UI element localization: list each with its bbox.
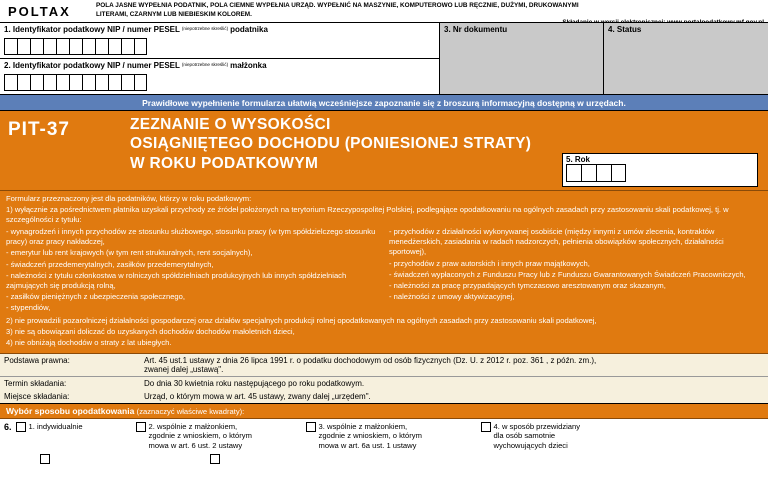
document-number-label: 3. Nr dokumentu: [444, 25, 508, 34]
spouse-id-row: [0, 59, 439, 95]
scope-right-item: - przychodów z praw autorskich i innych praw majątkowych,: [389, 258, 590, 268]
taxation-method-options: [0, 419, 768, 449]
brochure-notice-strip: Prawidłowe wypełnienie formularza ułatwią wcześniejsze zapoznanie się z broszurą informacyjną dostępną w urzędach.: [0, 95, 768, 111]
spouse-id-suffix: małżonka: [230, 61, 267, 70]
id-cell[interactable]: [30, 38, 43, 55]
id-cell[interactable]: [82, 38, 95, 55]
option-label-line2: zgodnie z wnioskiem, o którym: [318, 431, 422, 441]
taxpayer-id-suffix: podatnika: [230, 25, 268, 34]
option-label-line2: zgodnie z wnioskiem, o którym: [148, 431, 252, 441]
option-label-line3: wychowujących dzieci: [493, 440, 568, 450]
taxpayer-id-note: (niepotrzebne skreślić): [181, 26, 229, 32]
option-label-line1: 4. w sposób przewidziany: [493, 422, 581, 432]
checkbox-joint-spouse-art6a-1[interactable]: [306, 422, 316, 432]
id-cell[interactable]: [121, 74, 134, 91]
section-heading-text: Wybór sposobu opodatkowania: [6, 406, 135, 417]
id-cell[interactable]: [134, 38, 147, 55]
status-field: [604, 23, 768, 94]
id-cell[interactable]: [95, 38, 108, 55]
id-cell[interactable]: [69, 74, 82, 91]
deadline-label: Termin składania:: [4, 379, 67, 389]
year-cell[interactable]: [596, 164, 611, 182]
id-cell[interactable]: [17, 38, 30, 55]
scope-intro: Formularz przeznaczony jest dla podatników, którzy w roku podatkowym:: [6, 194, 252, 203]
form-title-line3: W ROKU PODATKOWYM: [130, 154, 319, 172]
spouse-id-input[interactable]: [4, 74, 147, 91]
taxpayer-id-label: 1. Identyfikator podatkowy NIP / numer PESEL: [4, 25, 180, 34]
tax-year-field: [562, 153, 758, 187]
option-individual-label: [29, 422, 83, 431]
id-cell[interactable]: [43, 74, 56, 91]
scope-right-item: - świadczeń wypłaconych z Funduszu Pracy lub z Funduszu Gwarantowanych Świadczeń Pracowniczych,: [389, 269, 746, 279]
section-number: 6.: [4, 422, 12, 433]
form-code: PIT-37: [8, 119, 70, 140]
id-cell[interactable]: [121, 38, 134, 55]
form-title-line2: OSIĄGNIĘTEGO DOCHODU (PONIESIONEJ STRATY): [130, 135, 532, 153]
poltax-logo: POLTAX: [8, 4, 71, 19]
id-cell[interactable]: [82, 74, 95, 91]
tax-year-label: 5. Rok: [566, 155, 591, 164]
place-value: Urząd, o którym mowa w art. 45 ustawy, zwany dalej „urzędem".: [144, 392, 371, 402]
id-cell[interactable]: [30, 74, 43, 91]
tax-year-input[interactable]: [563, 164, 757, 182]
legal-basis-value-line2: zwanej dalej „ustawą".: [144, 365, 224, 375]
scope-point-3: 3) nie są obowiązani doliczać do uzyskanych dochodów dochodów małoletnich dzieci,: [6, 327, 295, 337]
option-label-line2: dla osób samotnie: [493, 431, 556, 441]
scope-point-4: 4) nie obniżają dochodów o straty z lat ubiegłych.: [6, 338, 172, 348]
id-cell[interactable]: [134, 74, 147, 91]
checkbox-individual[interactable]: [16, 422, 26, 432]
fill-instructions-line1: POLA JASNE WYPEŁNIA PODATNIK, POLA CIEMNE WYPEŁNIA URZĄD. WYPEŁNIĆ NA MASZYNIE, KOMPUTEROWO LUB RĘCZNIE, DUŻYMI, DRUKOWANYMI: [96, 2, 579, 9]
option-joint-spouse-art6-2[interactable]: [136, 422, 306, 449]
scope-point-2: 2) nie prowadzili pozarolniczej działalności gospodarczej oraz działów specjalnych produkcji rolnej opodatkowanych na ogólnych zasadach przy zastosowaniu skali podatkowej,: [6, 316, 597, 326]
scope-left-item: - stypendiów,: [6, 302, 51, 312]
scope-income-left: [6, 227, 379, 314]
scope-right-item: - należności za pracę przypadających tymczasowo aresztowanym oraz skazanym,: [389, 280, 666, 290]
option-single-parent-label: [494, 422, 581, 449]
scope-income-right: [389, 227, 762, 314]
section-heading-note: (zaznaczyć właściwe kwadraty):: [136, 407, 245, 417]
form-scope-description: [0, 191, 768, 354]
place-row: [0, 390, 768, 403]
option-joint-spouse-art6a-1-label: [319, 422, 422, 449]
checkbox-joint-spouse-art6-2[interactable]: [136, 422, 146, 432]
option-label-line3: mowa w art. 6a ust. 1 ustawy: [318, 440, 417, 450]
top-header-band: [0, 0, 768, 22]
id-cell[interactable]: [95, 74, 108, 91]
year-cell[interactable]: [581, 164, 596, 182]
option-label-line1: 1. indywidualnie: [28, 422, 83, 432]
fill-instructions-line2: LITERAMI, CZARNYM LUB NIEBIESKIM KOLOREM.: [96, 10, 252, 18]
status-label: 4. Status: [608, 25, 642, 34]
id-cell[interactable]: [108, 38, 121, 55]
checkbox-secondary-2[interactable]: [210, 454, 220, 464]
spouse-id-label: 2. Identyfikator podatkowy NIP / numer PESEL: [4, 61, 180, 70]
id-cell[interactable]: [17, 74, 30, 91]
scope-right-item: - przychodów z działalności wykonywanej osobiście (między innymi z umów zlecenia, kontraktów menedżerskich, zasiadania w radach nadzorczych, pełnienia obowiązków społecznych, działalności sportowej),: [389, 227, 724, 257]
identification-left-column: [0, 23, 440, 94]
form-title-line1: ZEZNANIE O WYSOKOŚCI: [130, 116, 331, 133]
taxpayer-id-row: [0, 23, 439, 59]
option-label-line3: mowa w art. 6 ust. 2 ustawy: [148, 440, 243, 450]
option-individual[interactable]: [16, 422, 136, 432]
scope-income-sources: [6, 227, 762, 314]
deadline-row: [0, 376, 768, 390]
secondary-checkbox-row: [0, 450, 768, 464]
scope-left-item: - wynagrodzeń i innych przychodów ze stosunku służbowego, stosunku pracy (w tym spółdzielczego stosunku pracy) oraz pracy nakładczej,: [6, 227, 376, 247]
id-cell[interactable]: [69, 38, 82, 55]
legal-basis-label: Podstawa prawna:: [4, 356, 70, 366]
option-label-line1: 3. wspólnie z małżonkiem,: [318, 422, 408, 432]
option-single-parent[interactable]: [481, 422, 631, 449]
id-cell[interactable]: [56, 74, 69, 91]
scope-left-item: - zasiłków pieniężnych z ubezpieczenia społecznego,: [6, 291, 185, 301]
place-label: Miejsce składania:: [4, 392, 70, 402]
scope-right-item: - należności z umowy aktywizacyjnej,: [389, 291, 515, 301]
checkbox-single-parent[interactable]: [481, 422, 491, 432]
identification-grid: [0, 22, 768, 95]
option-joint-spouse-art6a-1[interactable]: [306, 422, 481, 449]
option-label-line1: 2. wspólnie z małżonkiem,: [148, 422, 238, 432]
spouse-id-note: (niepotrzebne skreślić): [181, 62, 229, 68]
id-cell[interactable]: [4, 38, 17, 55]
legal-basis-table: [0, 354, 768, 404]
scope-left-item: - należności z tytułu członkostwa w rolniczych spółdzielniach produkcyjnych lub innych spółdzielniach zajmujących się produkcją rolną,: [6, 270, 347, 290]
legal-basis-row: [0, 354, 768, 376]
form-title: [130, 115, 531, 173]
legal-basis-value: [144, 356, 764, 374]
scope-left-item: - świadczeń przedemerytalnych, zasiłków przedemerytalnych,: [6, 259, 214, 269]
id-cell[interactable]: [4, 74, 17, 91]
legal-basis-value-line1: Art. 45 ust.1 ustawy z dnia 26 lipca 1991 r. o podatku dochodowym od osób fizycznych (Dz. U. z 2012 r. poz. 361 , z późn. zm.),: [144, 356, 597, 366]
checkbox-secondary-1[interactable]: [40, 454, 50, 464]
scope-left-item: - emerytur lub rent krajowych (w tym rent strukturalnych, rent socjalnych),: [6, 248, 253, 258]
year-cell[interactable]: [566, 164, 581, 182]
document-number-field: [440, 23, 604, 94]
deadline-value: Do dnia 30 kwietnia roku następującego po roku podatkowym.: [144, 379, 365, 389]
id-cell[interactable]: [43, 38, 56, 55]
option-joint-spouse-art6-2-label: [149, 422, 252, 449]
year-cell[interactable]: [611, 164, 626, 182]
id-cell[interactable]: [108, 74, 121, 91]
section-taxation-method-heading: [0, 404, 768, 419]
scope-point-1: 1) wyłącznie za pośrednictwem płatnika uzyskali przychody ze źródeł położonych na terytorium Rzeczypospolitej Polskiej, podlegające opodatkowaniu na ogólnych zasadach przy zastosowaniu skali podatkowej, tj. w szczególności z tytułu:: [6, 205, 729, 225]
form-title-block: [0, 111, 768, 191]
id-cell[interactable]: [56, 38, 69, 55]
taxpayer-id-input[interactable]: [4, 38, 147, 55]
